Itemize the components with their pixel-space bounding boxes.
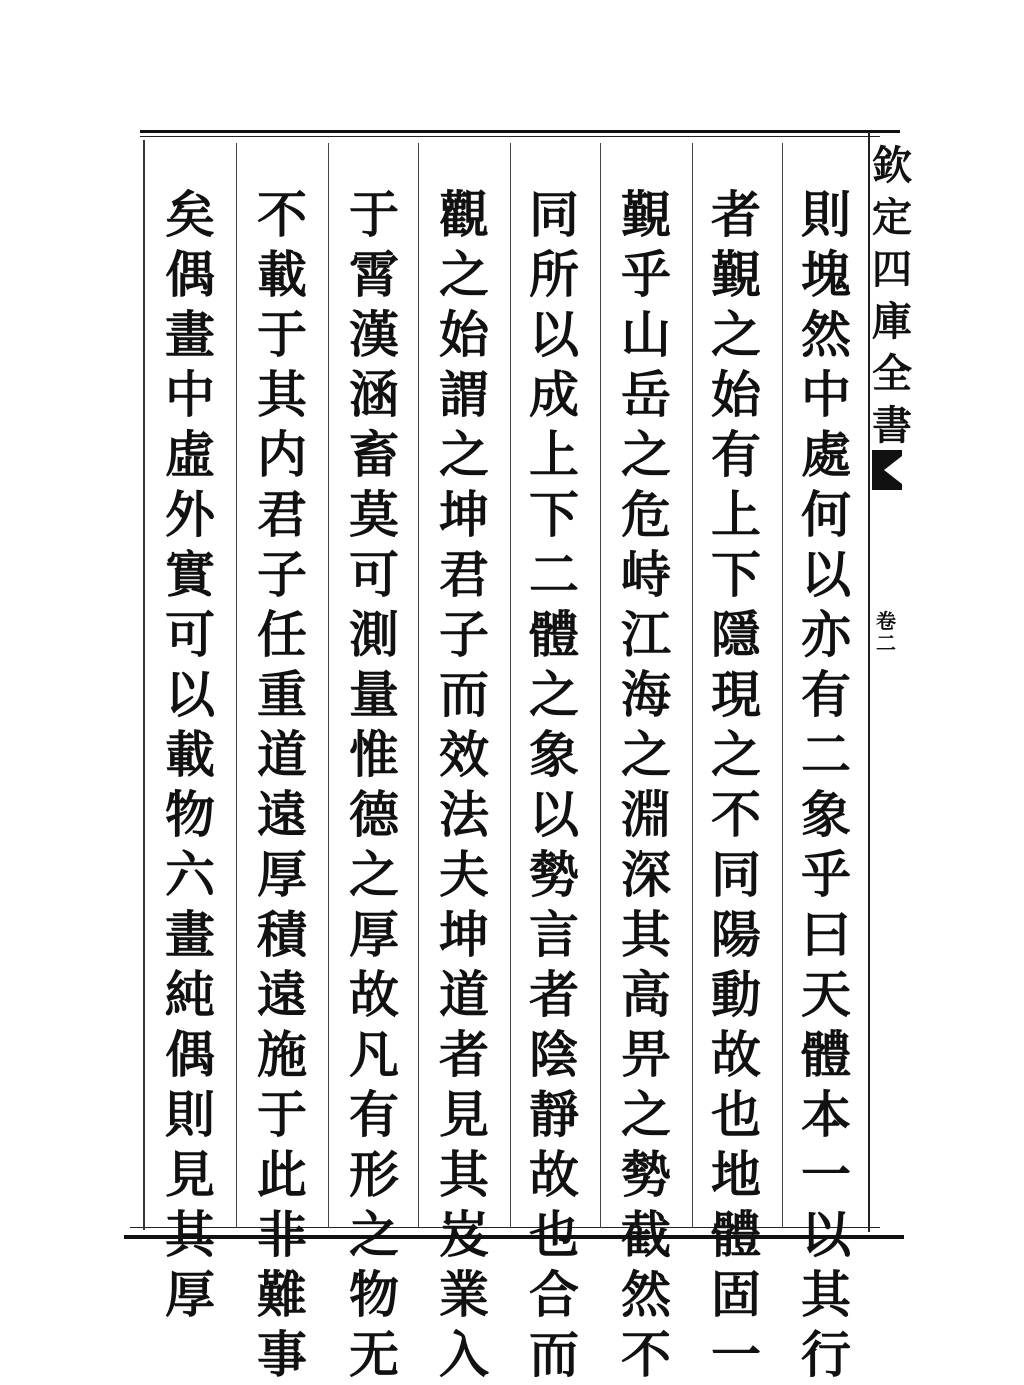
text-char: 者 bbox=[711, 185, 761, 244]
text-char: 以 bbox=[165, 665, 215, 724]
text-char: 道 bbox=[439, 965, 489, 1024]
text-char: 厚 bbox=[349, 905, 399, 964]
text-char: 遠 bbox=[257, 785, 307, 844]
text-char: 象 bbox=[529, 725, 579, 784]
text-char: 矣 bbox=[165, 185, 215, 244]
text-char: 地 bbox=[711, 1145, 761, 1204]
text-char: 則 bbox=[165, 1085, 215, 1144]
text-char: 德 bbox=[349, 785, 399, 844]
text-char: 不 bbox=[621, 1325, 671, 1384]
text-char: 量 bbox=[349, 665, 399, 724]
text-char: 而 bbox=[529, 1325, 579, 1384]
text-char: 之 bbox=[439, 245, 489, 304]
text-char: 下 bbox=[529, 485, 579, 544]
text-char: 道 bbox=[257, 725, 307, 784]
text-char: 象 bbox=[801, 785, 851, 844]
text-char: 其 bbox=[257, 365, 307, 424]
text-char: 同 bbox=[711, 845, 761, 904]
text-char: 君 bbox=[257, 485, 307, 544]
text-char: 上 bbox=[711, 485, 761, 544]
text-char: 有 bbox=[801, 665, 851, 724]
text-char: 者 bbox=[439, 1025, 489, 1084]
title-char: 全 bbox=[872, 350, 912, 397]
text-char: 觀 bbox=[439, 185, 489, 244]
text-char: 中 bbox=[165, 365, 215, 424]
text-char: 峙 bbox=[621, 545, 671, 604]
text-char: 難 bbox=[257, 1265, 307, 1324]
text-column-4 bbox=[514, 185, 594, 1384]
text-char: 其 bbox=[801, 1265, 851, 1324]
text-char: 子 bbox=[439, 605, 489, 664]
text-char: 現 bbox=[711, 665, 761, 724]
text-char: 乎 bbox=[801, 845, 851, 904]
text-char: 體 bbox=[801, 1025, 851, 1084]
text-char: 見 bbox=[165, 1145, 215, 1204]
text-char: 物 bbox=[165, 785, 215, 844]
text-char: 厚 bbox=[257, 845, 307, 904]
text-char: 山 bbox=[621, 305, 671, 364]
text-char: 可 bbox=[349, 545, 399, 604]
text-column-2 bbox=[696, 185, 776, 1384]
text-char: 君 bbox=[439, 545, 489, 604]
text-char: 有 bbox=[711, 425, 761, 484]
text-char: 于 bbox=[257, 1085, 307, 1144]
column-divider bbox=[782, 143, 783, 1228]
text-char: 之 bbox=[349, 845, 399, 904]
text-char: 者 bbox=[529, 965, 579, 1024]
text-char: 畀 bbox=[621, 1025, 671, 1084]
column-divider bbox=[692, 143, 693, 1228]
text-char: 之 bbox=[621, 1085, 671, 1144]
text-char: 何 bbox=[801, 485, 851, 544]
text-char: 故 bbox=[349, 965, 399, 1024]
text-char: 合 bbox=[529, 1265, 579, 1324]
text-char: 二 bbox=[529, 545, 579, 604]
text-char: 重 bbox=[257, 665, 307, 724]
text-char: 天 bbox=[801, 965, 851, 1024]
text-char: 法 bbox=[439, 785, 489, 844]
column-divider bbox=[600, 143, 601, 1228]
text-char: 所 bbox=[529, 245, 579, 304]
text-char: 江 bbox=[621, 605, 671, 664]
top-border-rule bbox=[140, 130, 900, 133]
text-char: 謂 bbox=[439, 365, 489, 424]
text-char: 莫 bbox=[349, 485, 399, 544]
text-column-1 bbox=[786, 185, 866, 1384]
text-char: 本 bbox=[801, 1085, 851, 1144]
text-char: 虛 bbox=[165, 425, 215, 484]
text-char: 二 bbox=[801, 725, 851, 784]
text-char: 測 bbox=[349, 605, 399, 664]
text-char: 之 bbox=[711, 305, 761, 364]
text-char: 積 bbox=[257, 905, 307, 964]
column-divider bbox=[510, 143, 511, 1228]
text-char: 遠 bbox=[257, 965, 307, 1024]
text-char: 厚 bbox=[165, 1265, 215, 1324]
text-char: 岳 bbox=[621, 365, 671, 424]
text-char: 之 bbox=[349, 1205, 399, 1264]
text-char: 任 bbox=[257, 605, 307, 664]
text-char: 覲 bbox=[711, 245, 761, 304]
text-char: 海 bbox=[621, 665, 671, 724]
text-char: 始 bbox=[439, 305, 489, 364]
title-char: 欽 bbox=[872, 142, 912, 189]
text-char: 故 bbox=[529, 1145, 579, 1204]
text-char: 不 bbox=[711, 785, 761, 844]
text-char: 以 bbox=[801, 545, 851, 604]
text-char: 始 bbox=[711, 365, 761, 424]
text-char: 岌 bbox=[439, 1205, 489, 1264]
text-char: 實 bbox=[165, 545, 215, 604]
text-char: 而 bbox=[439, 665, 489, 724]
text-char: 處 bbox=[801, 425, 851, 484]
text-char: 言 bbox=[529, 905, 579, 964]
text-char: 載 bbox=[257, 245, 307, 304]
text-char: 曰 bbox=[801, 905, 851, 964]
text-char: 陽 bbox=[711, 905, 761, 964]
text-char: 體 bbox=[529, 605, 579, 664]
text-char: 靜 bbox=[529, 1085, 579, 1144]
text-char: 業 bbox=[439, 1265, 489, 1324]
text-char: 畫 bbox=[165, 305, 215, 364]
text-char: 内 bbox=[257, 425, 307, 484]
text-char: 也 bbox=[529, 1205, 579, 1264]
text-char: 其 bbox=[439, 1145, 489, 1204]
text-column-8 bbox=[150, 185, 230, 1324]
text-char: 夫 bbox=[439, 845, 489, 904]
text-char: 外 bbox=[165, 485, 215, 544]
text-char: 然 bbox=[801, 305, 851, 364]
text-char: 惟 bbox=[349, 725, 399, 784]
text-char: 陰 bbox=[529, 1025, 579, 1084]
text-char: 動 bbox=[711, 965, 761, 1024]
text-char: 純 bbox=[165, 965, 215, 1024]
text-char: 截 bbox=[621, 1205, 671, 1264]
text-char: 下 bbox=[711, 545, 761, 604]
column-divider bbox=[236, 143, 237, 1228]
text-char: 隱 bbox=[711, 605, 761, 664]
text-char: 物 bbox=[349, 1265, 399, 1324]
text-char: 其 bbox=[621, 905, 671, 964]
text-char: 偶 bbox=[165, 245, 215, 304]
text-char: 坤 bbox=[439, 905, 489, 964]
text-column-7 bbox=[242, 185, 322, 1384]
text-char: 施 bbox=[257, 1025, 307, 1084]
text-char: 以 bbox=[529, 785, 579, 844]
text-char: 深 bbox=[621, 845, 671, 904]
text-char: 勢 bbox=[529, 845, 579, 904]
text-char: 固 bbox=[711, 1265, 761, 1324]
text-char: 入 bbox=[439, 1325, 489, 1384]
text-char: 以 bbox=[801, 1205, 851, 1264]
text-char: 之 bbox=[621, 725, 671, 784]
top-inner-rule bbox=[140, 136, 880, 137]
text-char: 則 bbox=[801, 185, 851, 244]
text-char: 此 bbox=[257, 1145, 307, 1204]
text-char: 事 bbox=[257, 1325, 307, 1384]
text-char: 不 bbox=[257, 185, 307, 244]
text-char: 于 bbox=[349, 185, 399, 244]
text-char: 一 bbox=[711, 1325, 761, 1384]
text-char: 之 bbox=[529, 665, 579, 724]
text-char: 覲 bbox=[621, 185, 671, 244]
fishtail-mark-icon bbox=[872, 450, 902, 490]
text-char: 之 bbox=[439, 425, 489, 484]
text-char: 之 bbox=[621, 425, 671, 484]
text-char: 塊 bbox=[801, 245, 851, 304]
title-char: 書 bbox=[872, 402, 912, 449]
text-char: 六 bbox=[165, 845, 215, 904]
text-char: 亦 bbox=[801, 605, 851, 664]
right-border-rule bbox=[868, 132, 870, 1232]
text-char: 其 bbox=[165, 1205, 215, 1264]
text-char: 成 bbox=[529, 365, 579, 424]
text-char: 可 bbox=[165, 605, 215, 664]
volume-char: 二 bbox=[876, 631, 896, 655]
text-char: 危 bbox=[621, 485, 671, 544]
text-char: 同 bbox=[529, 185, 579, 244]
text-char: 行 bbox=[801, 1325, 851, 1384]
text-char: 載 bbox=[165, 725, 215, 784]
text-char: 勢 bbox=[621, 1145, 671, 1204]
text-char: 見 bbox=[439, 1085, 489, 1144]
text-char: 之 bbox=[711, 725, 761, 784]
text-char: 畜 bbox=[349, 425, 399, 484]
text-char: 形 bbox=[349, 1145, 399, 1204]
book-title-header bbox=[872, 140, 912, 452]
text-char: 非 bbox=[257, 1205, 307, 1264]
text-char: 于 bbox=[257, 305, 307, 364]
column-divider bbox=[418, 143, 419, 1228]
text-char: 乎 bbox=[621, 245, 671, 304]
text-char: 畫 bbox=[165, 905, 215, 964]
text-char: 中 bbox=[801, 365, 851, 424]
text-char: 子 bbox=[257, 545, 307, 604]
title-char: 四 bbox=[872, 246, 912, 293]
volume-label bbox=[876, 610, 896, 654]
title-char: 定 bbox=[872, 194, 912, 241]
text-char: 故 bbox=[711, 1025, 761, 1084]
text-char: 也 bbox=[711, 1085, 761, 1144]
title-char: 庫 bbox=[872, 298, 912, 345]
volume-char: 卷 bbox=[876, 609, 896, 633]
text-column-3 bbox=[606, 185, 686, 1384]
text-char: 凡 bbox=[349, 1025, 399, 1084]
text-column-5 bbox=[424, 185, 504, 1384]
text-char: 坤 bbox=[439, 485, 489, 544]
left-border-rule bbox=[143, 140, 145, 1230]
text-char: 涵 bbox=[349, 365, 399, 424]
column-divider bbox=[328, 143, 329, 1228]
text-char: 无 bbox=[349, 1325, 399, 1384]
text-char: 偶 bbox=[165, 1025, 215, 1084]
text-char: 以 bbox=[529, 305, 579, 364]
text-char: 體 bbox=[711, 1205, 761, 1264]
text-char: 一 bbox=[801, 1145, 851, 1204]
text-char: 霄 bbox=[349, 245, 399, 304]
text-char: 然 bbox=[621, 1265, 671, 1324]
text-char: 漢 bbox=[349, 305, 399, 364]
text-char: 高 bbox=[621, 965, 671, 1024]
text-char: 淵 bbox=[621, 785, 671, 844]
text-char: 有 bbox=[349, 1085, 399, 1144]
text-column-6 bbox=[334, 185, 414, 1384]
text-char: 上 bbox=[529, 425, 579, 484]
text-char: 效 bbox=[439, 725, 489, 784]
